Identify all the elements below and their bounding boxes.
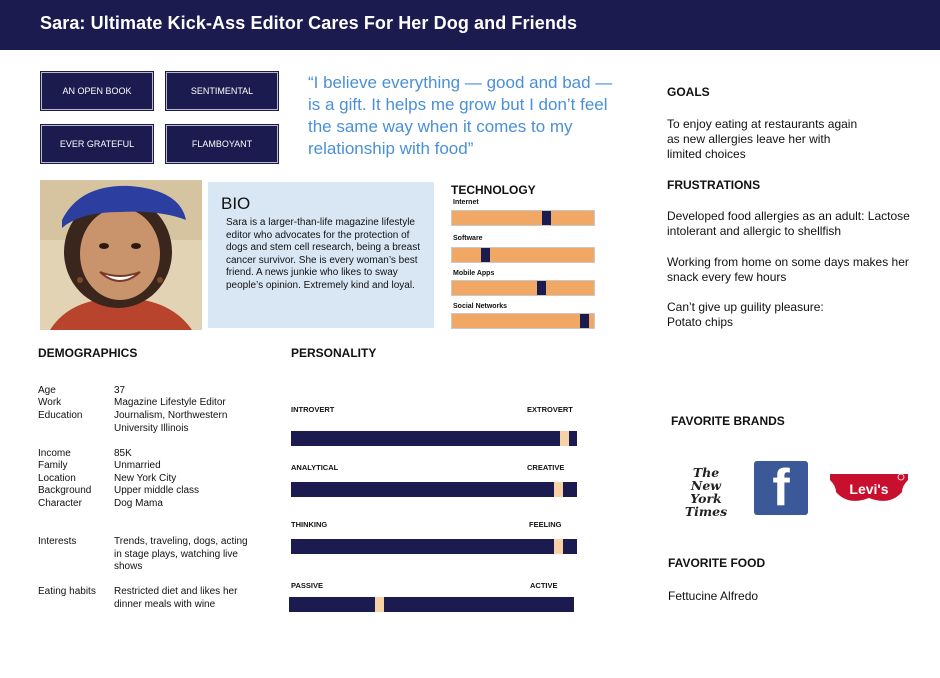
personality-right-label: EXTROVERT	[527, 405, 573, 414]
personality-scale-thinking-feeling	[291, 539, 577, 554]
tech-marker	[580, 314, 589, 328]
personality-right-label: FEELING	[529, 520, 562, 529]
demo-value: Trends, traveling, dogs, acting in stage plays, watching live shows	[114, 536, 248, 572]
tech-marker	[481, 248, 490, 262]
facebook-logo: f	[754, 461, 808, 515]
personality-scale-introvert-extrovert	[291, 431, 577, 446]
personality-marker	[554, 482, 563, 497]
frustration-item: Working from home on some days makes her snack every few hours	[667, 255, 909, 284]
demo-value: Magazine Lifestyle Editor	[114, 397, 226, 408]
demographics-title: DEMOGRAPHICS	[38, 346, 138, 360]
favorite-brands-title: FAVORITE BRANDS	[671, 414, 785, 428]
trait-tag: SENTIMENTAL	[166, 72, 278, 110]
personality-right-label: CREATIVE	[527, 463, 565, 472]
personality-left-label: PASSIVE	[291, 581, 323, 590]
tech-label: Internet	[453, 199, 479, 206]
favorite-food-value: Fettucine Alfredo	[668, 589, 759, 603]
tech-label: Software	[453, 235, 483, 242]
demo-label: Interests	[38, 536, 77, 547]
tech-marker	[542, 211, 551, 225]
personality-right-label: ACTIVE	[530, 581, 558, 590]
tech-label: Social Networks	[453, 303, 508, 310]
personality-marker	[560, 431, 569, 446]
tech-label: Mobile Apps	[453, 270, 495, 277]
frustrations-title: FRUSTRATIONS	[667, 178, 761, 192]
levis-logo-text: Levi's	[849, 481, 889, 497]
personality-left-label: INTROVERT	[291, 405, 335, 414]
frustration-item: Developed food allergies as an adult: Lactose intolerant and allergic to shellfish	[667, 209, 910, 238]
favorite-food-title: FAVORITE FOOD	[668, 556, 766, 570]
demo-value: Restricted diet and likes her dinner meals with wine	[114, 586, 238, 610]
frustration-item: Can’t give up guility pleasure: Potato chips	[667, 300, 824, 329]
header-bar	[0, 0, 940, 50]
demo-label: Family	[38, 460, 68, 471]
tech-bar-software	[451, 247, 595, 263]
goals-title: GOALS	[667, 85, 710, 99]
trait-tag: AN OPEN BOOK	[41, 72, 153, 110]
demo-value: Journalism, Northwestern University Illinois	[114, 410, 228, 434]
personality-marker	[554, 539, 563, 554]
tech-bar-mobile-apps	[451, 280, 595, 296]
personality-title: PERSONALITY	[291, 346, 377, 360]
nyt-logo: The New York Times	[684, 465, 728, 519]
technology-title: TECHNOLOGY	[451, 183, 536, 197]
trait-tag: EVER GRATEFUL	[41, 125, 153, 163]
demo-label: Character	[38, 498, 82, 509]
demo-label: Education	[38, 410, 83, 421]
tech-bar-social-networks	[451, 313, 595, 329]
persona-quote: “I believe everything — good and bad — is a gift. It helps me grow but I don’t feel the same way when it comes to my relationship with food”	[308, 73, 613, 158]
demo-label: Income	[38, 448, 71, 459]
demo-value: Unmarried	[114, 460, 161, 471]
bio-panel	[208, 182, 434, 328]
demo-value: 37	[114, 385, 126, 396]
personality-left-label: THINKING	[291, 520, 328, 529]
tech-marker	[537, 281, 546, 295]
demo-value: New York City	[114, 473, 177, 484]
page-title: Sara: Ultimate Kick-Ass Editor Cares For Her Dog and Friends	[40, 13, 578, 33]
personality-scale-analytical-creative	[291, 482, 577, 497]
demo-label: Work	[38, 397, 62, 408]
demo-label: Background	[38, 485, 92, 496]
demo-label: Age	[38, 385, 56, 396]
demo-value: Dog Mama	[114, 498, 163, 509]
tech-bar-internet	[451, 210, 595, 226]
demo-value: 85K	[114, 448, 132, 459]
persona-photo	[40, 180, 202, 330]
demo-label: Location	[38, 473, 76, 484]
trait-tag: FLAMBOYANT	[166, 125, 278, 163]
personality-scale-passive-active	[289, 597, 574, 612]
personality-left-label: ANALYTICAL	[291, 463, 339, 472]
bio-text: Sara is a larger-than-life magazine lifestyle editor who advocates for the protection of dogs and stem cell research, being a breast cancer survivor. She is every woman’s best friend. A news junkie who likes to sway people’s opinion. Extremely kind and loyal.	[226, 217, 420, 291]
personality-marker	[375, 597, 384, 612]
bio-heading: BIO	[221, 194, 251, 213]
demo-value: Upper middle class	[114, 485, 200, 496]
demo-label: Eating habits	[38, 586, 96, 597]
levis-logo	[830, 472, 908, 506]
goals-text: To enjoy eating at restaurants again as new allergies leave her with limited choices	[667, 117, 858, 161]
